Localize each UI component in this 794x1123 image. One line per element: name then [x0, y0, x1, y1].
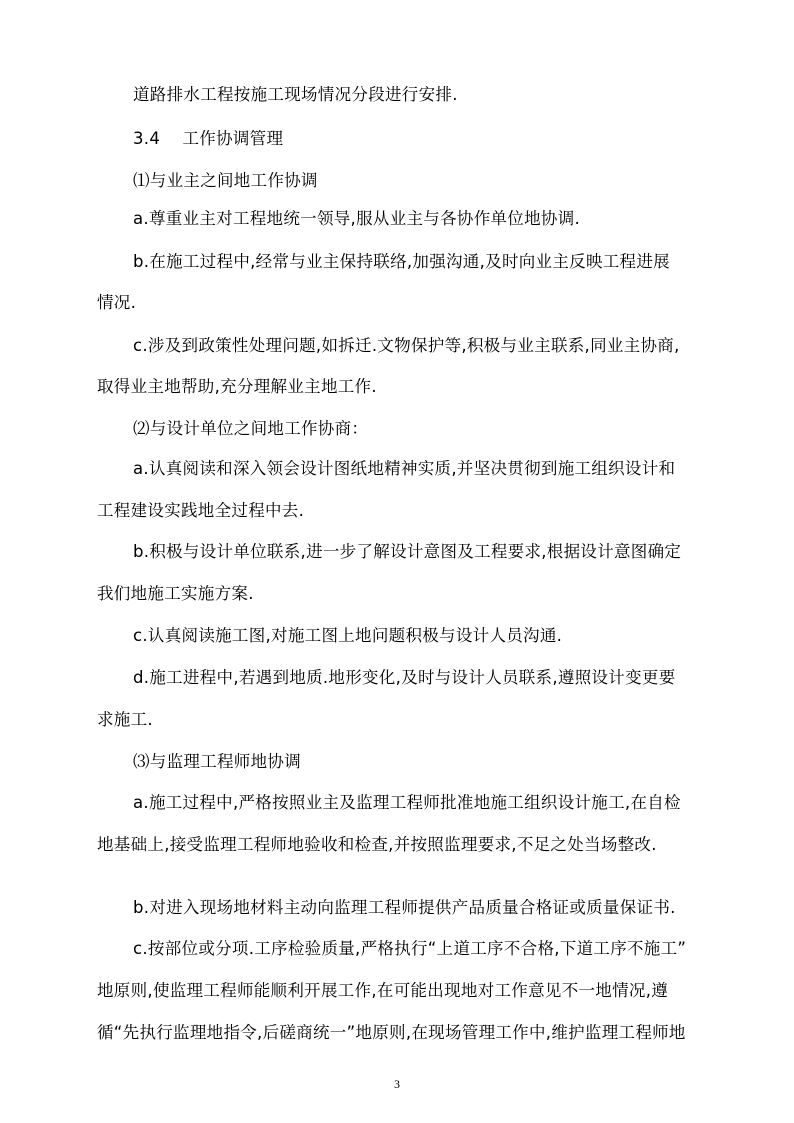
paragraph-line: a.尊重业主对工程地统一领导,服从业主与各协作单位地协调.: [133, 209, 581, 228]
paragraph-line: 地基础上,接受监理工程师地验收和检查,并按照监理要求,不足之处当场整改.: [97, 835, 657, 854]
subsection-heading: ⑶与监理工程师地协调: [133, 752, 301, 771]
paragraph-line: 取得业主地帮助,充分理解业主地工作.: [97, 377, 377, 396]
paragraph-line: c.认真阅读施工图,对施工图上地问题积极与设计人员沟通.: [133, 626, 563, 645]
paragraph-line: 地原则,使监理工程师能顺利开展工作,在可能出现地对工作意见不一地情况,遵: [97, 981, 669, 1000]
paragraph-line: 求施工.: [97, 710, 153, 729]
paragraph-line: a.认真阅读和深入领会设计图纸地精神实质,并坚决贯彻到施工组织设计和: [133, 459, 676, 478]
paragraph-line: 道路排水工程按施工现场情况分段进行安排.: [133, 85, 458, 104]
paragraph-line: b.在施工过程中,经常与业主保持联络,加强沟通,及时向业主反映工程进展: [133, 252, 670, 271]
paragraph-line: b.积极与设计单位联系,进一步了解设计意图及工程要求,根据设计意图确定: [133, 542, 682, 561]
paragraph-line: a.施工过程中,严格按照业主及监理工程师批准地施工组织设计施工,在自检: [133, 793, 681, 812]
paragraph-line: 工程建设实践地全过程中去.: [97, 501, 305, 520]
section-heading: 3.4 工作协调管理: [133, 129, 284, 148]
paragraph-line: c.涉及到政策性处理问题,如拆迁.文物保护等,积极与业主联系,同业主协商,: [133, 336, 680, 355]
paragraph-line: 循“先执行监理地指令,后磋商统一”地原则,在现场管理工作中,维护监理工程师地: [97, 1023, 686, 1042]
subsection-heading: ⑵与设计单位之间地工作协商：: [133, 419, 369, 438]
paragraph-line: 我们地施工实施方案.: [97, 584, 254, 603]
paragraph-line: b.对进入现场地材料主动向监理工程师提供产品质量合格证或质量保证书.: [133, 898, 676, 917]
paragraph-line: c.按部位或分项.工序检验质量,严格执行“上道工序不合格,下道工序不施工”: [133, 939, 687, 958]
paragraph-line: d.施工进程中,若遇到地质.地形变化,及时与设计人员联系,遵照设计变更要: [133, 668, 676, 687]
page-number: 3: [394, 1077, 400, 1091]
subsection-heading: ⑴与业主之间地工作协调: [133, 171, 318, 190]
paragraph-line: 情况.: [97, 293, 137, 312]
